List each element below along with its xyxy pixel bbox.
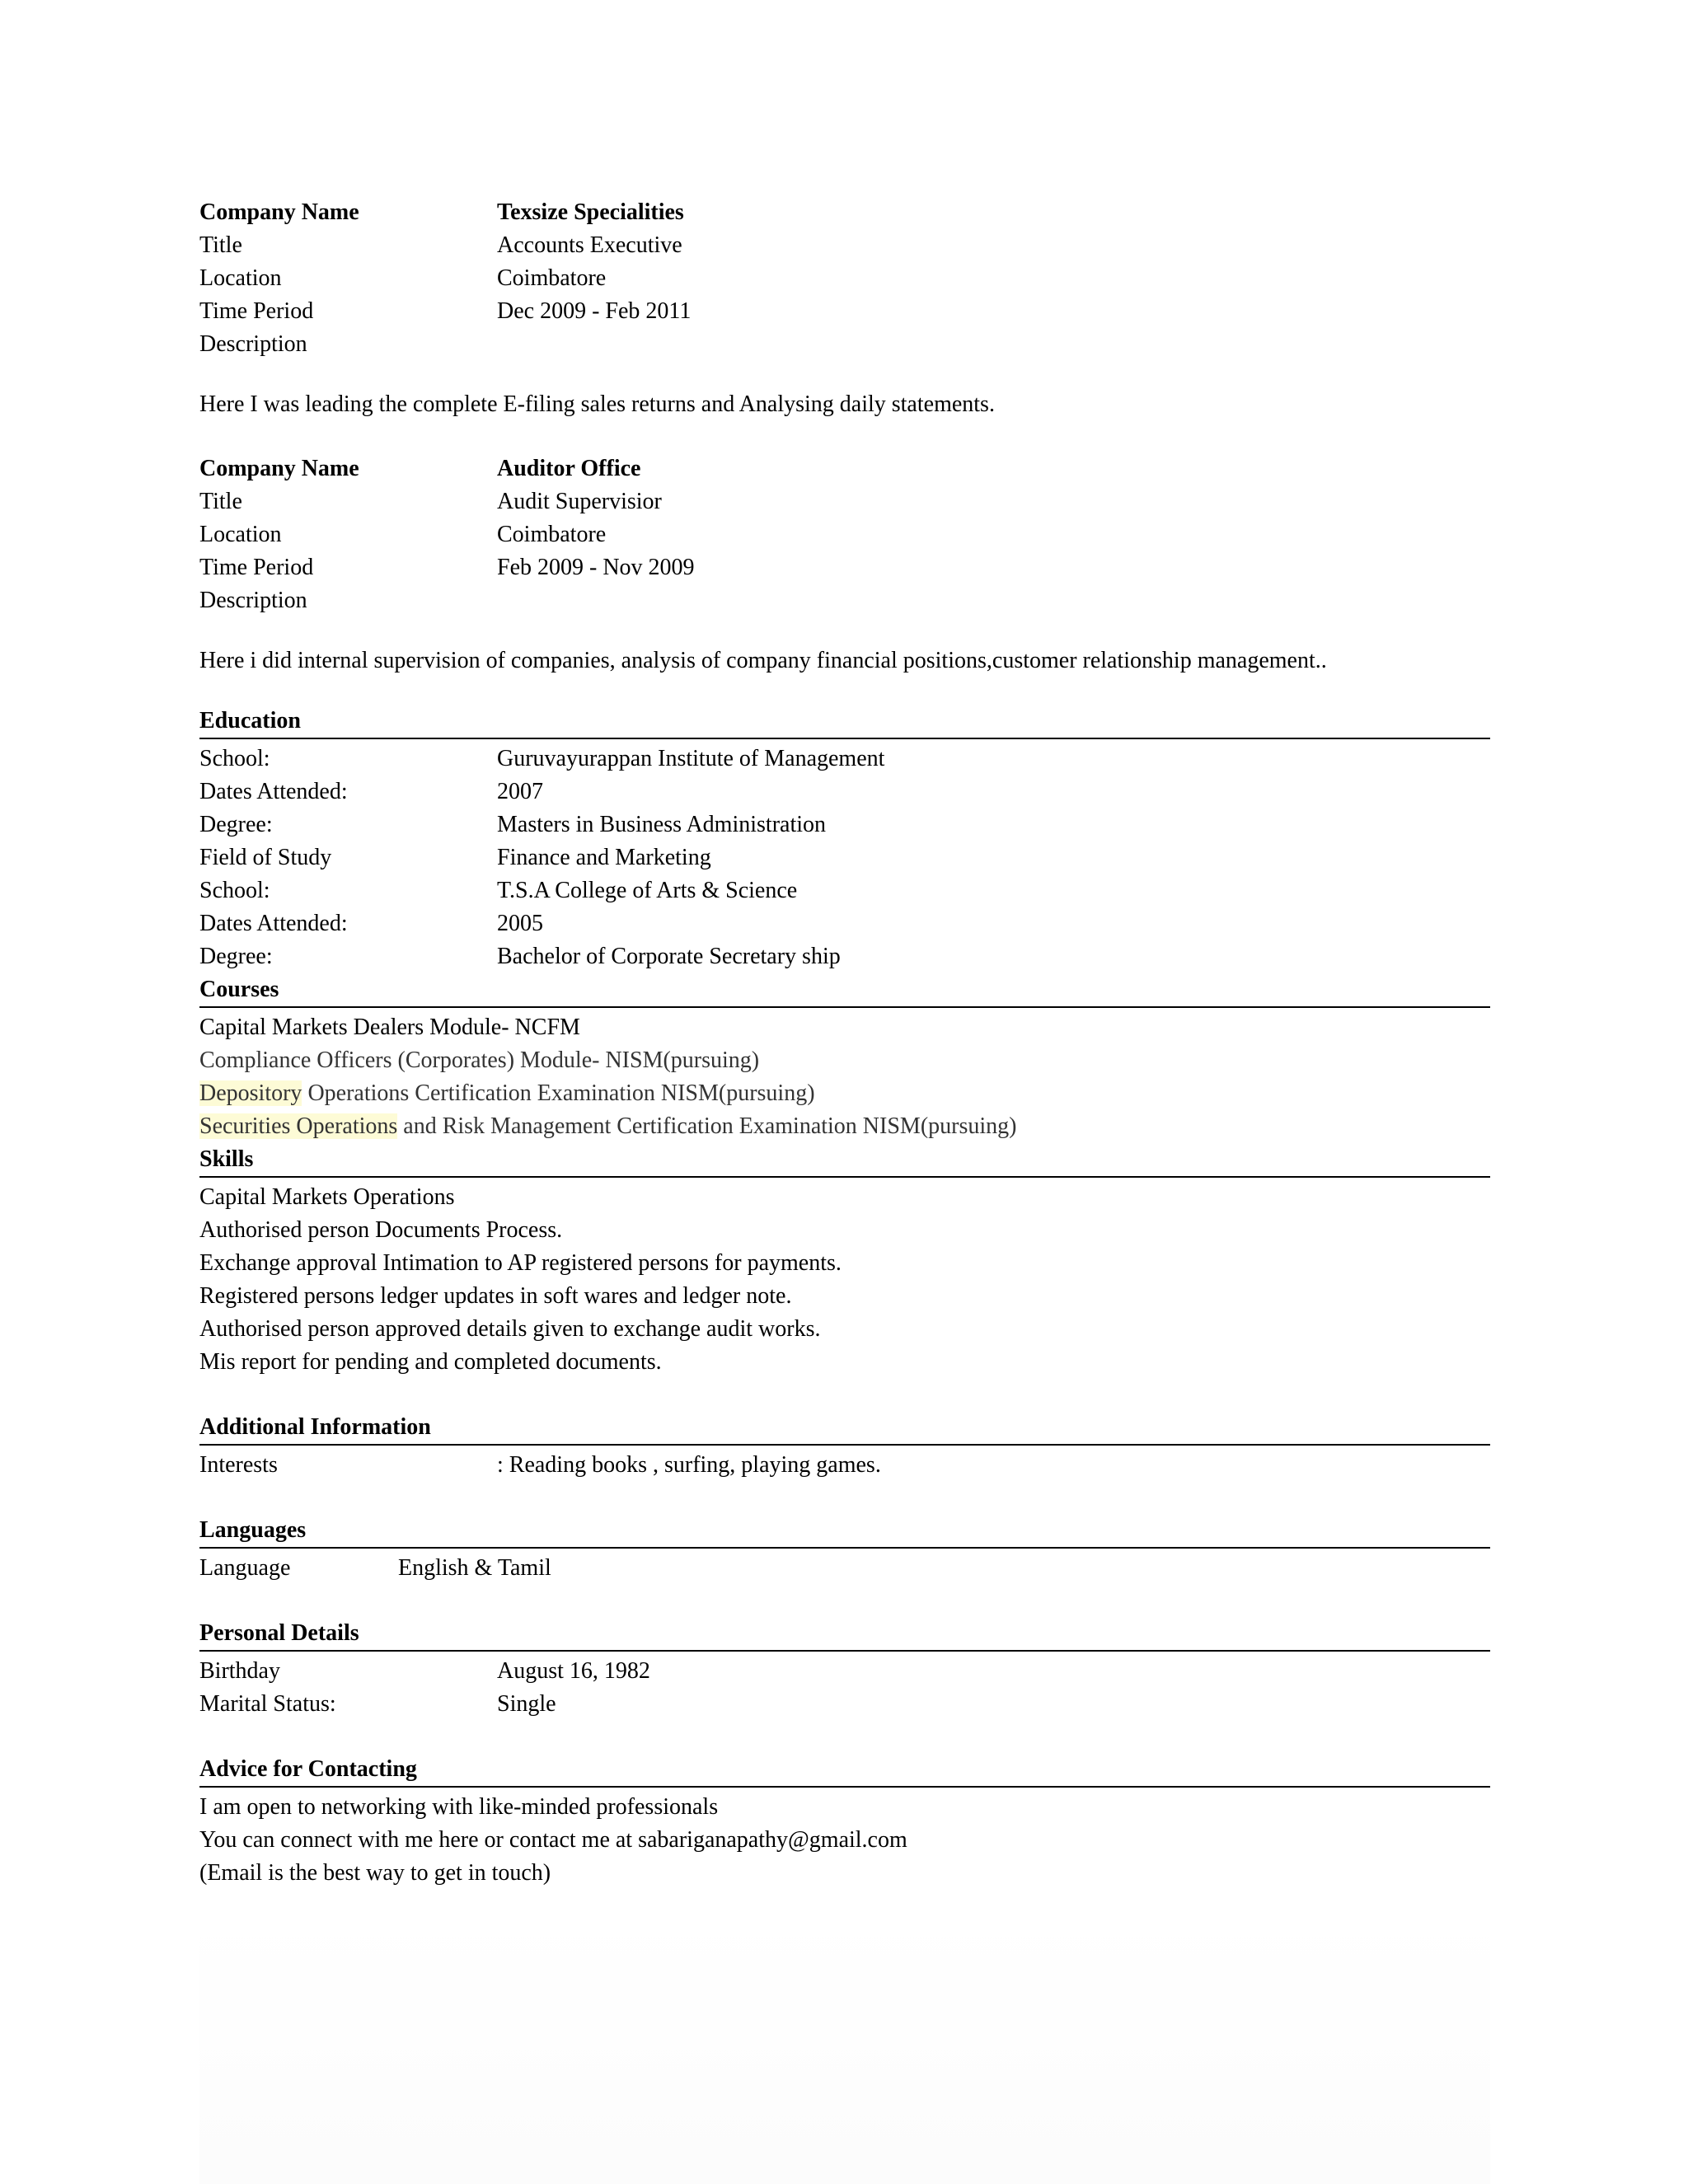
period-row (199, 295, 1490, 328)
location-row (199, 262, 1490, 295)
section-heading-languages: Languages (199, 1514, 1490, 1549)
job-title: Accounts Executive (497, 232, 682, 258)
personal-detail-value: August 16, 1982 (497, 1658, 650, 1684)
company-name: Auditor Office (497, 456, 641, 481)
interests-value: : Reading books , surfing, playing games. (497, 1452, 881, 1478)
company-label: Company Name (199, 456, 359, 481)
personal-detail-value: Single (497, 1691, 556, 1717)
advice-section (199, 1753, 1490, 1890)
section-heading-personal-details: Personal Details (199, 1617, 1490, 1652)
highlighted-text: Securities Operations (199, 1113, 398, 1139)
job-title: Audit Supervisior (497, 489, 662, 514)
period-label: Time Period (199, 298, 314, 324)
location-label: Location (199, 265, 282, 291)
education-label: School: (199, 746, 270, 771)
personal-detail-row (199, 1655, 1490, 1688)
personal-detail-label: Marital Status: (199, 1691, 336, 1717)
location-label: Location (199, 522, 282, 547)
education-row (199, 808, 1490, 841)
page-bottom-shade (199, 1912, 1490, 2184)
description-label: Description (199, 588, 307, 613)
experience-entry (199, 452, 1490, 705)
skill-item: Capital Markets Operations (199, 1184, 455, 1210)
course-text: and Risk Management Certification Examination NISM(pursuing) (397, 1113, 1017, 1139)
personal-detail-row (199, 1688, 1490, 1721)
experience-entry (199, 196, 1490, 452)
education-value: 2007 (497, 779, 543, 804)
course-item (199, 1077, 1490, 1110)
course-item: Compliance Officers (Corporates) Module- NISM(pursuing) (199, 1047, 760, 1073)
interests-row (199, 1449, 1490, 1482)
language-row (199, 1552, 1490, 1585)
skill-item: Authorised person approved details given to exchange audit works. (199, 1316, 821, 1342)
location-value: Coimbatore (497, 265, 607, 291)
language-label: Language (199, 1555, 291, 1581)
title-label: Title (199, 489, 242, 514)
company-name: Texsize Specialities (497, 199, 684, 225)
title-row (199, 229, 1490, 262)
location-value: Coimbatore (497, 522, 607, 547)
courses-section (199, 973, 1490, 1143)
description-row (199, 328, 1490, 361)
education-value: Guruvayurappan Institute of Management (497, 746, 885, 771)
education-label: Field of Study (199, 845, 332, 870)
skill-item: Registered persons ledger updates in soft wares and ledger note. (199, 1283, 792, 1309)
section-heading-courses: Courses (199, 973, 1490, 1008)
skill-item: Exchange approval Intimation to AP registered persons for payments. (199, 1250, 842, 1276)
course-item: Capital Markets Dealers Module- NCFM (199, 1015, 580, 1040)
education-label: Degree: (199, 812, 273, 837)
education-value: Bachelor of Corporate Secretary ship (497, 944, 841, 969)
education-value: 2005 (497, 911, 543, 936)
education-row (199, 874, 1490, 907)
section-heading-education: Education (199, 705, 1490, 739)
company-label: Company Name (199, 199, 359, 225)
education-row (199, 841, 1490, 874)
interests-label: Interests (199, 1452, 278, 1478)
languages-section (199, 1514, 1490, 1585)
course-item (199, 1110, 1490, 1143)
location-row (199, 518, 1490, 551)
additional-information-section (199, 1411, 1490, 1482)
company-row (199, 452, 1490, 485)
advice-line: I am open to networking with like-minded professionals (199, 1794, 719, 1820)
section-heading-advice: Advice for Contacting (199, 1753, 1490, 1788)
education-row (199, 743, 1490, 776)
education-section (199, 705, 1490, 973)
education-row (199, 940, 1490, 973)
resume-page (199, 196, 1490, 1890)
description-row (199, 584, 1490, 617)
section-heading-additional-information: Additional Information (199, 1411, 1490, 1446)
title-row (199, 485, 1490, 518)
education-label: Degree: (199, 944, 273, 969)
education-row (199, 907, 1490, 940)
advice-line: (Email is the best way to get in touch) (199, 1860, 551, 1886)
education-label: Dates Attended: (199, 911, 348, 936)
advice-line: You can connect with me here or contact me at sabariganapathy@gmail.com (199, 1827, 907, 1853)
language-value: English & Tamil (398, 1555, 551, 1581)
personal-details-section (199, 1617, 1490, 1721)
skill-item: Mis report for pending and completed documents. (199, 1349, 662, 1375)
education-label: School: (199, 878, 270, 903)
education-value: T.S.A College of Arts & Science (497, 878, 798, 903)
period-row (199, 551, 1490, 584)
description-text: Here I was leading the complete E-filing sales returns and Analysing daily statements. (199, 391, 995, 417)
education-row (199, 776, 1490, 808)
period-label: Time Period (199, 555, 314, 580)
description-text: Here i did internal supervision of companies, analysis of company financial positions,customer relationship management.. (199, 648, 1327, 673)
education-label: Dates Attended: (199, 779, 348, 804)
education-value: Finance and Marketing (497, 845, 711, 870)
personal-detail-label: Birthday (199, 1658, 280, 1684)
highlighted-text: Depository (199, 1080, 302, 1106)
period-value: Feb 2009 - Nov 2009 (497, 555, 695, 580)
course-text: Operations Certification Examination NISM(pursuing) (302, 1080, 815, 1106)
section-heading-skills: Skills (199, 1143, 1490, 1178)
period-value: Dec 2009 - Feb 2011 (497, 298, 692, 324)
education-value: Masters in Business Administration (497, 812, 826, 837)
skill-item: Authorised person Documents Process. (199, 1217, 563, 1243)
skills-section (199, 1143, 1490, 1379)
title-label: Title (199, 232, 242, 258)
description-label: Description (199, 331, 307, 357)
company-row (199, 196, 1490, 229)
